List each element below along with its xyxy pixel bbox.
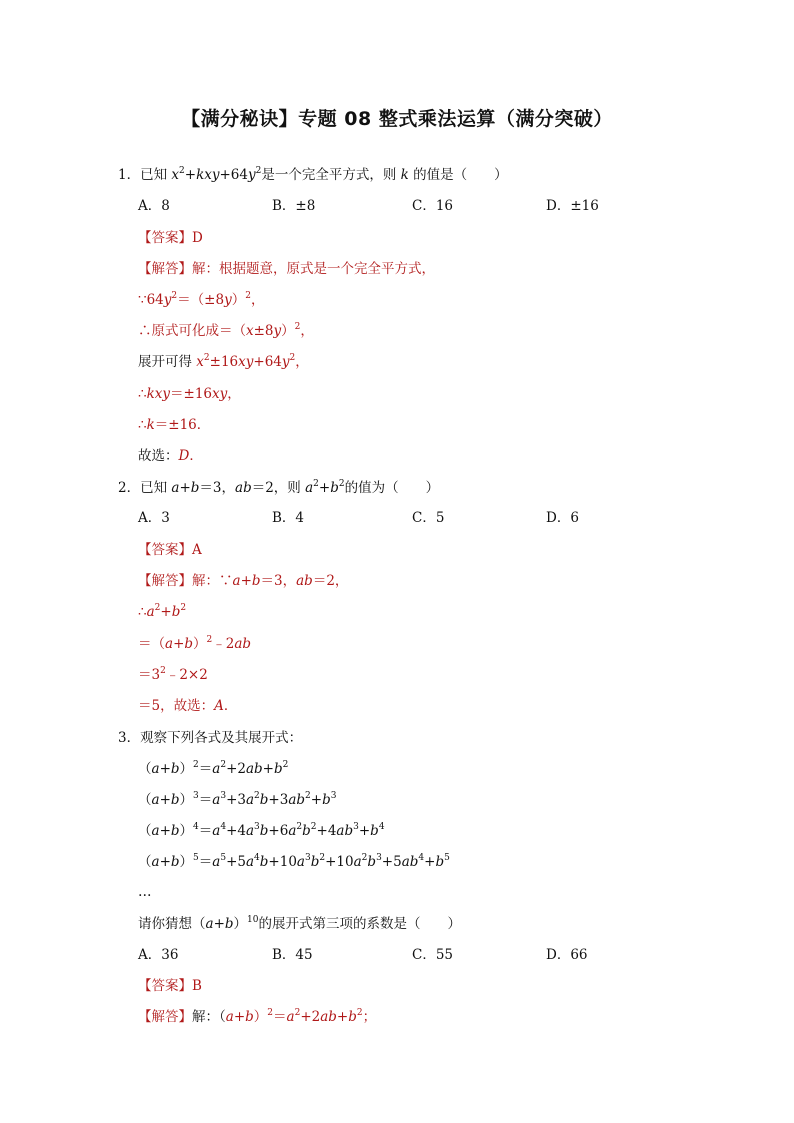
question-2-stem: 2．已知 a+b＝3，ab＝2，则 $a^2+b^2$的值为（ ） xyxy=(118,479,440,496)
q2-analysis-line-3: $=(a+b)^2﹣2ab$ xyxy=(138,635,252,652)
q3-answer: 【答案】B xyxy=(138,978,202,994)
q3-ask: 请你猜想$(a+b)^{10}$的展开式第三项的系数是（ ） xyxy=(138,915,461,932)
q1-analysis-line-1: $\because 64y^2=(\pm 8y)^2$， xyxy=(138,291,265,308)
q1-analysis-line-5: ∴k＝±16． xyxy=(138,417,211,433)
q2-answer: 【答案】A xyxy=(138,542,202,558)
q3-option-d: D．66 xyxy=(546,947,588,963)
q2-option-b: B．4 xyxy=(272,510,305,526)
q1-analysis-line-4: ∴kxy＝±16xy， xyxy=(138,386,241,402)
q1-analysis-line-6: 故选：D． xyxy=(138,448,203,464)
page-title: 【满分秘诀】专题 08 整式乘法运算（满分突破） xyxy=(181,108,613,130)
q3-option-b: B．45 xyxy=(272,947,313,963)
q3-ellipsis: … xyxy=(138,884,152,900)
q2-option-c: C．5 xyxy=(412,510,445,526)
question-1-stem: 1．已知 $x^2+kxy+64y^2$是一个完全平方式，则 k 的值是（ ） xyxy=(118,166,508,183)
q3-expansion-2: $(a+b)^2=a^2+2ab+b^2$ xyxy=(138,760,289,777)
q1-option-b: B．±8 xyxy=(272,198,316,214)
q3-expansion-3: $(a+b)^3=a^3+3a^2b+3ab^2+b^3$ xyxy=(138,791,337,808)
question-3-stem: 3．观察下列各式及其展开式： xyxy=(118,730,303,746)
q3-analysis: 【解答】解：$(a+b)^2=a^2+2ab+b^2$； xyxy=(138,1008,377,1025)
q1-analysis-intro: 【解答】解：根据题意，原式是一个完全平方式， xyxy=(138,261,435,277)
q1-analysis-line-3: 展开可得 $x^2\pm 16xy+64y^2$， xyxy=(138,353,309,370)
q1-analysis-line-2: ∴原式可化成$=(x\pm 8y)^2$， xyxy=(138,322,314,339)
q3-option-c: C．55 xyxy=(412,947,454,963)
q2-analysis-line-2: $\therefore a^2+b^2$ xyxy=(138,603,187,620)
q1-option-c: C．16 xyxy=(412,198,454,214)
q1-option-a: A．8 xyxy=(138,198,170,214)
q2-analysis-line-1: 【解答】解：∵a+b＝3，ab＝2， xyxy=(138,573,349,589)
q1-answer: 【答案】D xyxy=(138,230,203,246)
q2-analysis-line-5: ＝5，故选：A． xyxy=(138,698,238,714)
q2-analysis-line-4: $=3^2﹣2\times 2$ xyxy=(138,666,208,683)
q3-option-a: A．36 xyxy=(138,947,179,963)
q3-expansion-5: $(a+b)^5=a^5+5a^4b+10a^3b^2+10a^2b^3+5ab^4+b^5$ xyxy=(138,853,450,870)
q2-option-a: A．3 xyxy=(138,510,170,526)
q3-expansion-4: $(a+b)^4=a^4+4a^3b+6a^2b^2+4ab^3+b^4$ xyxy=(138,822,385,839)
q2-option-d: D．6 xyxy=(546,510,579,526)
q1-option-d: D．±16 xyxy=(546,198,599,214)
